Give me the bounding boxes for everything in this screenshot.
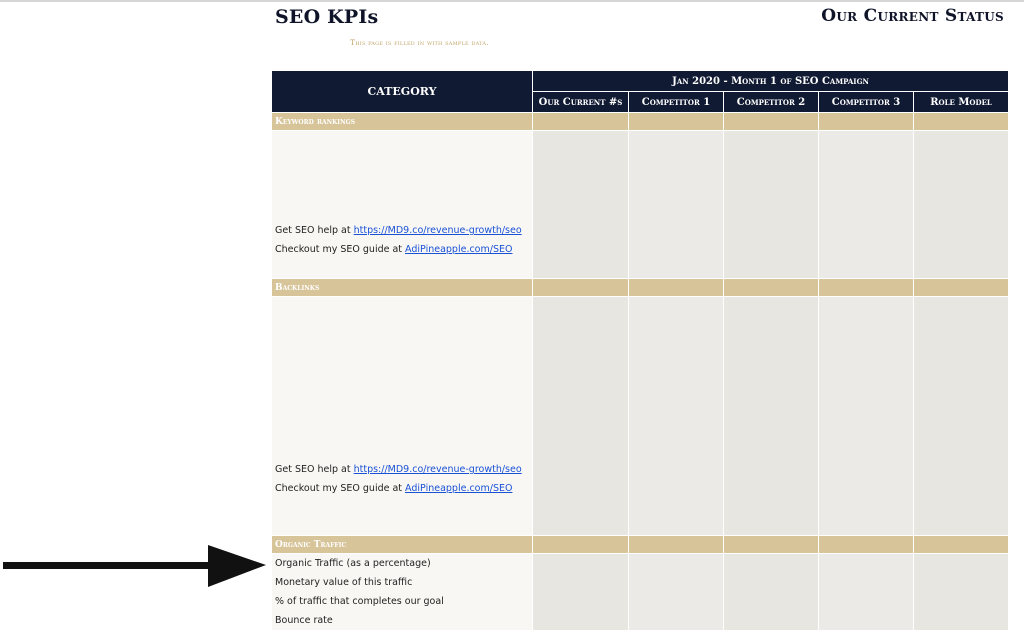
- data-cell[interactable]: [724, 554, 819, 631]
- column-header-competitor-1: Competitor 1: [629, 92, 724, 113]
- section-cell: [629, 113, 724, 131]
- data-cell[interactable]: [724, 131, 819, 279]
- data-cell[interactable]: [914, 131, 1009, 279]
- section-header-backlinks: Backlinks: [272, 279, 533, 297]
- seo-guide-line: Checkout my SEO guide at AdiPineapple.com/SEO: [275, 483, 513, 494]
- top-divider: [0, 0, 1024, 2]
- organic-traffic-item: Organic Traffic (as a percentage): [275, 558, 431, 569]
- section-cell: [533, 113, 629, 131]
- section-cell: [914, 113, 1009, 131]
- section-header-keyword-rankings: Keyword rankings: [272, 113, 533, 131]
- page-title: SEO KPIs: [275, 6, 379, 28]
- section-cell: [629, 536, 724, 554]
- kpi-table: [271, 70, 1009, 631]
- seo-help-line: Get SEO help at https://MD9.co/revenue-growth/seo: [275, 225, 522, 236]
- backlinks-content: [272, 297, 533, 536]
- seo-guide-link[interactable]: AdiPineapple.com/SEO: [405, 244, 513, 255]
- section-cell: [914, 536, 1009, 554]
- section-cell: [629, 279, 724, 297]
- seo-help-link[interactable]: https://MD9.co/revenue-growth/seo: [353, 464, 522, 475]
- campaign-header: Jan 2020 - Month 1 of SEO Campaign: [533, 71, 1009, 92]
- data-cell[interactable]: [819, 297, 914, 536]
- section-cell: [819, 113, 914, 131]
- data-cell[interactable]: [533, 554, 629, 631]
- data-cell[interactable]: [629, 131, 724, 279]
- seo-help-line: Get SEO help at https://MD9.co/revenue-growth/seo: [275, 464, 522, 475]
- section-cell: [819, 536, 914, 554]
- data-cell[interactable]: [629, 554, 724, 631]
- section-cell: [533, 279, 629, 297]
- data-cell[interactable]: [819, 554, 914, 631]
- data-cell[interactable]: [629, 297, 724, 536]
- organic-traffic-content: [272, 554, 533, 631]
- status-title: Our Current Status: [821, 6, 1004, 26]
- section-cell: [724, 279, 819, 297]
- seo-guide-line: Checkout my SEO guide at AdiPineapple.com/SEO: [275, 244, 513, 255]
- data-cell[interactable]: [914, 554, 1009, 631]
- section-header-organic-traffic: Organic Traffic: [272, 536, 533, 554]
- organic-traffic-item: % of traffic that completes our goal: [275, 596, 444, 607]
- section-cell: [533, 536, 629, 554]
- organic-traffic-item: Bounce rate: [275, 615, 333, 626]
- data-cell[interactable]: [914, 297, 1009, 536]
- column-header-role-model: Role Model: [914, 92, 1009, 113]
- arrow-right-icon: [0, 540, 270, 590]
- section-cell: [819, 279, 914, 297]
- seo-help-link[interactable]: https://MD9.co/revenue-growth/seo: [353, 225, 522, 236]
- data-cell[interactable]: [819, 131, 914, 279]
- section-cell: [914, 279, 1009, 297]
- column-header-current: Our Current #s: [533, 92, 629, 113]
- sample-data-note: This page is filled in with sample data.: [350, 38, 489, 47]
- organic-traffic-item: Monetary value of this traffic: [275, 577, 413, 588]
- data-cell[interactable]: [533, 297, 629, 536]
- keyword-rankings-content: [272, 131, 533, 279]
- data-cell[interactable]: [533, 131, 629, 279]
- section-cell: [724, 113, 819, 131]
- seo-guide-link[interactable]: AdiPineapple.com/SEO: [405, 483, 513, 494]
- column-header-competitor-3: Competitor 3: [819, 92, 914, 113]
- category-header: CATEGORY: [272, 71, 533, 113]
- data-cell[interactable]: [724, 297, 819, 536]
- column-header-competitor-2: Competitor 2: [724, 92, 819, 113]
- section-cell: [724, 536, 819, 554]
